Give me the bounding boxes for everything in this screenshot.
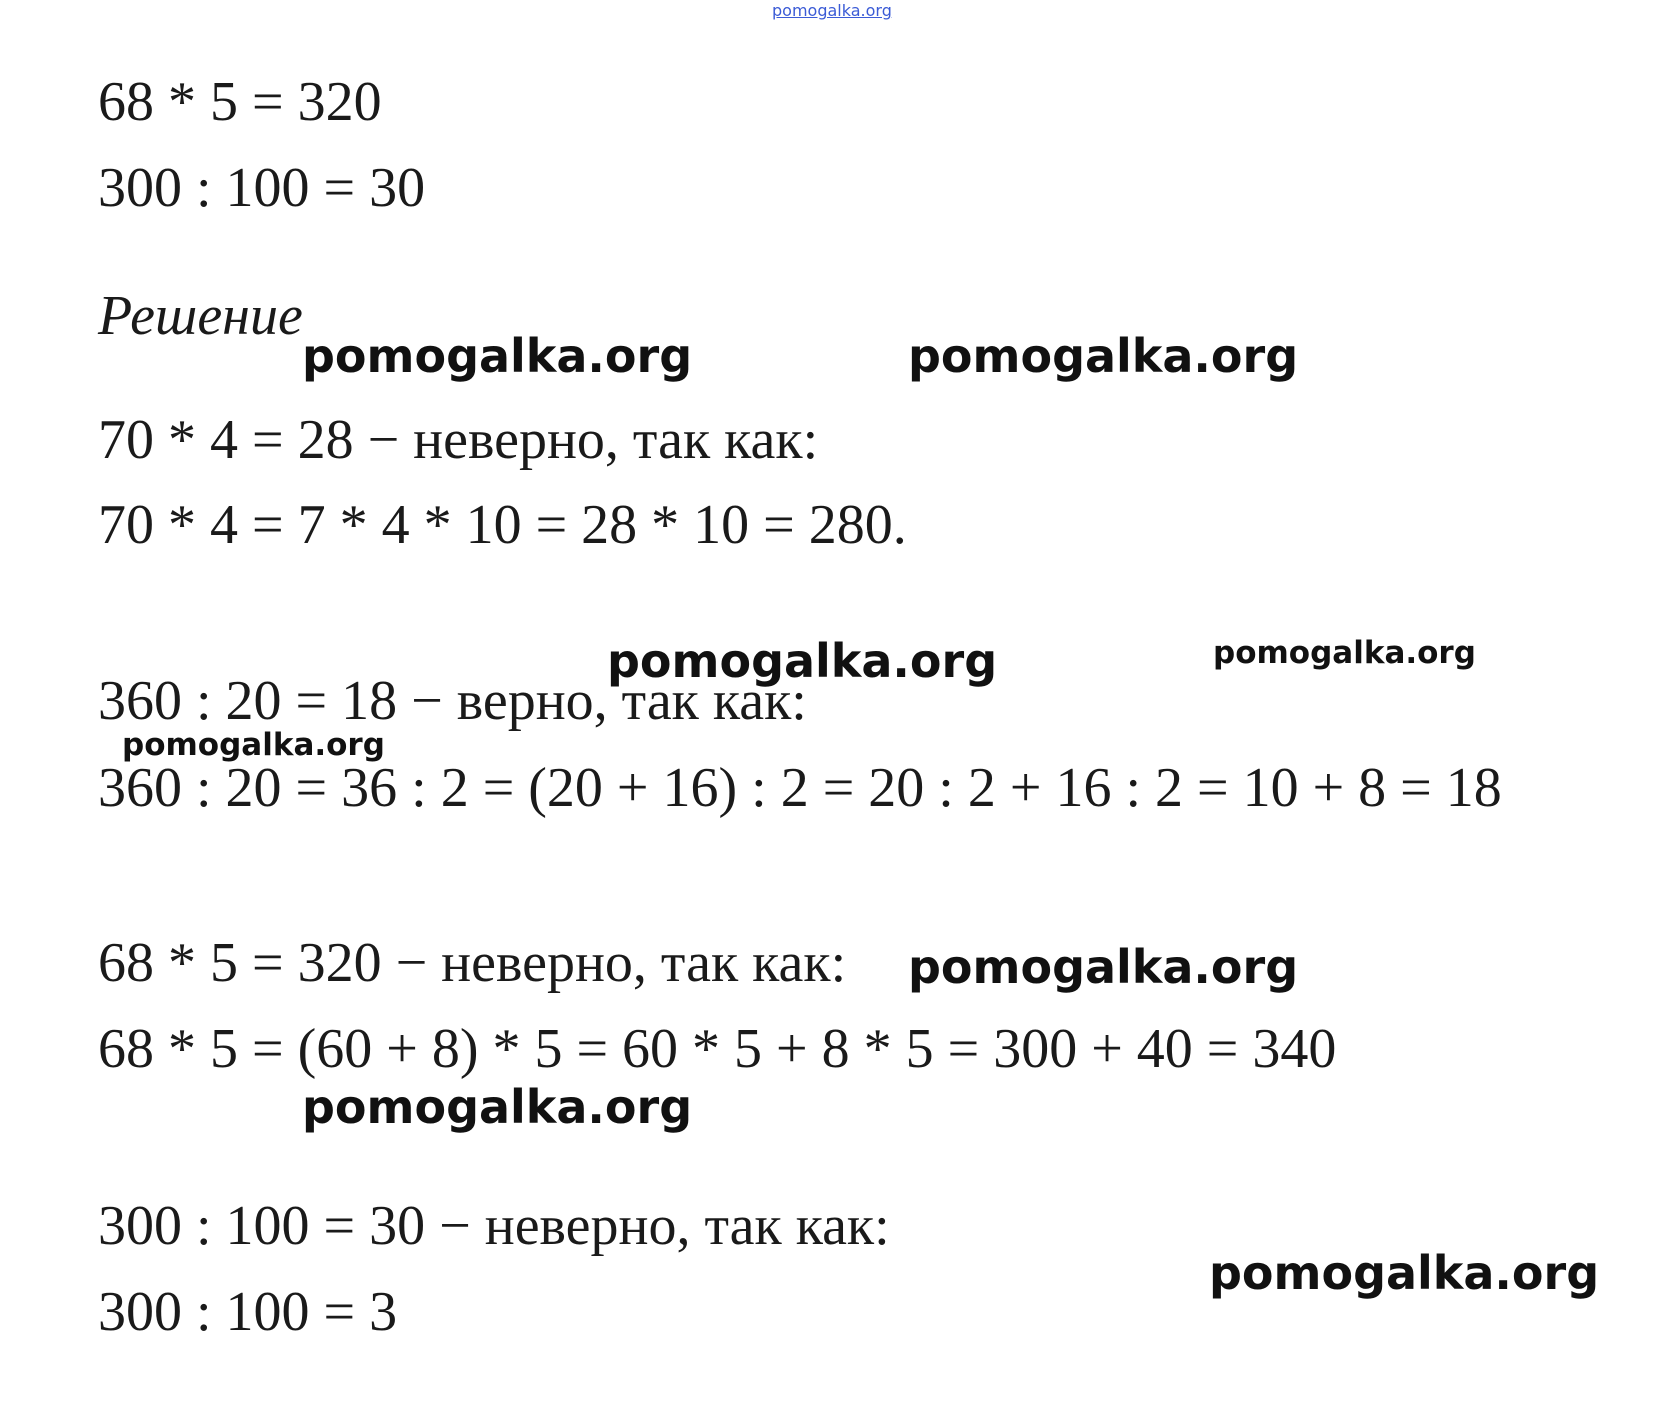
solution-line: 300 : 100 = 3: [98, 1281, 398, 1343]
watermark: pomogalka.org: [607, 634, 998, 688]
watermark: pomogalka.org: [302, 329, 693, 383]
watermark: pomogalka.org: [122, 727, 385, 763]
watermark: pomogalka.org: [908, 940, 1299, 994]
site-link[interactable]: pomogalka.org: [772, 1, 892, 20]
solution-line: 300 : 100 = 30 − неверно, так как:: [98, 1195, 890, 1257]
given-line-1: 68 * 5 = 320: [98, 71, 382, 133]
given-line-2: 300 : 100 = 30: [98, 157, 426, 219]
watermark: pomogalka.org: [1209, 1246, 1600, 1300]
solution-line: 70 * 4 = 28 − неверно, так как:: [98, 409, 819, 471]
solution-line: 70 * 4 = 7 * 4 * 10 = 28 * 10 = 280.: [98, 494, 907, 556]
watermark: pomogalka.org: [302, 1080, 693, 1134]
solution-heading: Решение: [98, 285, 303, 347]
solution-line: 360 : 20 = 18 − верно, так как:: [98, 670, 807, 732]
solution-line: 68 * 5 = (60 + 8) * 5 = 60 * 5 + 8 * 5 = 300 + 40 = 340: [98, 1018, 1337, 1080]
solution-line: 68 * 5 = 320 − неверно, так как:: [98, 932, 847, 994]
watermark: pomogalka.org: [908, 329, 1299, 383]
solution-line: 360 : 20 = 36 : 2 = (20 + 16) : 2 = 20 : 2 + 16 : 2 = 10 + 8 = 18: [98, 757, 1502, 819]
watermark: pomogalka.org: [1213, 635, 1476, 671]
